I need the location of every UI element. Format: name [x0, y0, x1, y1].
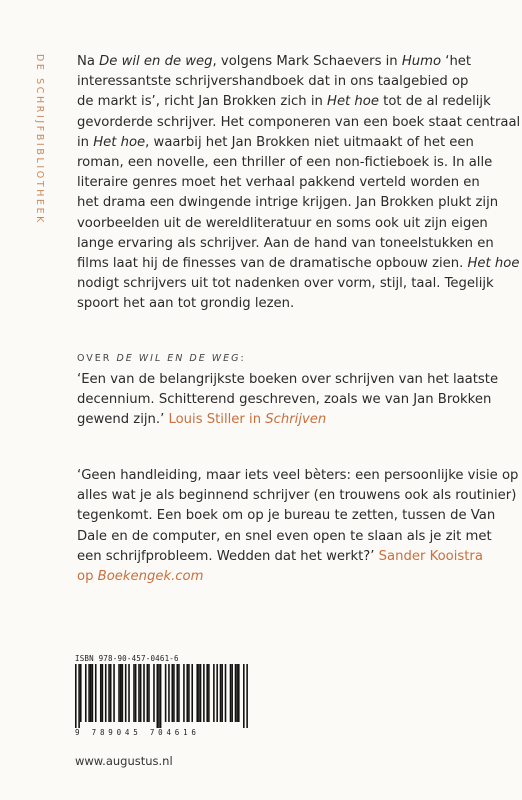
text-line: [77, 412, 326, 427]
spine-label: DE SCHRIJFBIBLIOTHEEK: [34, 54, 45, 226]
barcode-bar: [238, 664, 240, 722]
text-segment: interessantste schrijvershandboek dat in ons taalgebied op: [77, 74, 469, 90]
barcode-bar: [191, 664, 193, 722]
text-segment: , volgens Mark Schaevers in: [212, 54, 402, 69]
text-segment: spoort het aan tot grondig lezen.: [77, 296, 295, 312]
text-line: [77, 236, 494, 251]
barcode-bar: [105, 664, 107, 722]
text-segment: Na: [77, 54, 100, 69]
barcode-bar: [153, 664, 155, 722]
barcode-bar: [133, 664, 135, 722]
barcode-bar: [196, 664, 198, 722]
text-line: [77, 508, 495, 523]
barcode-bar: [118, 664, 120, 722]
text-line: [77, 392, 491, 407]
barcode-bar: [148, 664, 150, 722]
text-segment: nodigt schrijvers uit tot nadenken over vorm, stijl, taal. Tegelijk: [77, 276, 494, 292]
barcode-bar: [220, 664, 222, 722]
barcode-bar: [165, 664, 167, 722]
text-line: [77, 468, 518, 483]
section-heading-suffix: :: [240, 353, 246, 364]
attribution-text: op: [77, 569, 98, 585]
text-line: [77, 569, 203, 584]
barcode-bar: [230, 664, 232, 722]
text-segment: films laat hij de finesses van de dramatische opbouw zien.: [77, 256, 468, 272]
text-line: [77, 216, 488, 231]
text-segment: ‘het: [441, 54, 472, 69]
text-segment: in: [77, 134, 94, 150]
barcode-bar: [235, 664, 237, 722]
barcode-bar: [120, 664, 122, 722]
barcode-bar: [171, 664, 173, 722]
barcode-bar: [95, 664, 97, 722]
barcode-bar: [208, 664, 210, 722]
barcode-bar: [125, 664, 127, 722]
attribution-text: Schrijven: [265, 412, 327, 428]
barcode-bar: [128, 664, 130, 722]
text-line: [77, 296, 294, 311]
barcode-bar: [113, 664, 115, 722]
barcode-bar: [200, 664, 202, 722]
text-segment: ‘Een van de belangrijkste boeken over schrijven van het laatste: [77, 372, 499, 387]
barcode-bar: [135, 664, 137, 722]
text-line: [77, 488, 516, 503]
attribution-text: Boekengek.com: [97, 569, 204, 585]
text-segment: Humo: [401, 54, 442, 69]
barcode-bar: [102, 664, 104, 722]
barcode-bar: [198, 664, 200, 722]
text-line: [77, 372, 498, 387]
text-segment: gevorderde schrijver. Het componeren van een boek staat centraal: [77, 114, 521, 130]
text-segment: roman, een novelle, een thriller of een non-fictieboek is. In alle: [77, 155, 493, 171]
barcode-bar: [246, 664, 248, 728]
barcode-bar: [92, 664, 94, 722]
text-line: [77, 135, 474, 150]
barcode-bar: [147, 664, 149, 722]
text-segment: De wil en de weg: [99, 54, 213, 69]
barcode-digits: 9 789045 704616: [75, 728, 200, 737]
barcode-bar: [178, 664, 180, 722]
barcode-bar: [225, 664, 227, 722]
text-line: [77, 94, 491, 109]
barcode-bar: [236, 664, 238, 722]
quote-2-text: [77, 466, 518, 587]
blurb-text: [77, 52, 520, 315]
publisher-website: www.augustus.nl: [75, 754, 173, 768]
text-segment: tot de al redelijk: [378, 94, 491, 110]
text-line: [77, 195, 498, 210]
barcode-bar: [183, 664, 185, 722]
section-heading-prefix: OVER: [77, 353, 117, 364]
barcode-bar: [90, 664, 92, 722]
text-line: [77, 549, 483, 564]
barcode-bar: [173, 664, 175, 722]
text-line: [77, 175, 480, 190]
text-line: [77, 54, 471, 69]
barcode-bar: [110, 664, 112, 722]
barcode-bar: [243, 664, 245, 728]
text-segment: decennium. Schitterend geschreven, zoals we van Jan Brokken: [77, 392, 492, 408]
text-line: [77, 276, 494, 291]
section-heading: [77, 353, 246, 364]
barcode-bar: [213, 664, 215, 722]
barcode-bar: [143, 664, 145, 722]
text-line: [77, 155, 492, 170]
barcode-bar: [100, 664, 102, 722]
barcode-bar: [221, 664, 223, 722]
barcode-bar: [85, 664, 87, 722]
text-line: [77, 115, 520, 130]
barcode-bar: [160, 664, 162, 728]
barcode-image: [75, 664, 248, 728]
barcode-bar: [188, 664, 190, 722]
barcode-bar: [206, 664, 208, 722]
text-segment: Dale en de computer, en snel even open te slaan als je zit met: [77, 528, 492, 544]
barcode-bar: [108, 664, 110, 722]
text-segment: het drama een dwingende intrige krijgen. Jan Brokken plukt zijn: [77, 195, 499, 211]
text-line: [77, 74, 468, 89]
text-segment: alles wat je als beginnend schrijver (en trouwens ook als routinier): [77, 488, 517, 504]
barcode-bar: [168, 664, 170, 722]
text-line: [77, 529, 492, 544]
text-segment: Het hoe: [327, 94, 379, 110]
text-segment: lange ervaring als schrijver. Aan de hand van toneelstukken en: [77, 235, 494, 251]
text-segment: een schrijfprobleem. Wedden dat het werkt?’: [77, 548, 379, 564]
attribution-text: Sander Kooistra: [378, 548, 483, 564]
barcode-area: [75, 654, 248, 738]
barcode-bar: [157, 664, 159, 728]
text-line: [77, 256, 519, 271]
barcode-bar: [186, 664, 188, 722]
text-segment: literaire genres moet het verhaal pakkend verteld worden en: [77, 175, 480, 191]
text-segment: ‘Geen handleiding, maar iets veel bèters: een persoonlijke visie op: [77, 468, 519, 483]
text-segment: gewend zijn.’: [77, 412, 169, 428]
barcode-bar: [216, 664, 218, 722]
text-segment: Het hoe: [467, 256, 520, 272]
isbn-label: ISBN 978-90-457-0461-6: [75, 654, 179, 663]
barcode-bar: [158, 664, 160, 728]
section-heading-title: DE WIL EN DE WEG: [116, 353, 241, 364]
barcode-bar: [140, 664, 142, 722]
barcode-bar: [138, 664, 140, 722]
text-segment: voorbeelden uit de wereldliteratuur en soms ook uit zijn eigen: [77, 215, 488, 231]
quote-1-text: [77, 370, 498, 431]
text-segment: Het hoe: [93, 134, 146, 150]
text-segment: tegenkomt. Een boek om op je bureau te zetten, tussen de Van: [77, 508, 496, 524]
barcode-bar: [80, 664, 82, 722]
barcode-bar: [78, 664, 80, 728]
text-segment: de markt is’, richt Jan Brokken zich in: [77, 94, 328, 110]
barcode-bar: [75, 664, 77, 728]
barcode-bar: [231, 664, 233, 722]
barcode-bar: [122, 664, 124, 722]
attribution-text: Louis Stiller in: [168, 412, 266, 428]
text-segment: , waarbij het Jan Brokken niet uitmaakt of het een: [145, 134, 474, 150]
barcode-bar: [203, 664, 205, 722]
barcode-bar: [176, 664, 178, 722]
barcode-bar: [88, 664, 90, 722]
